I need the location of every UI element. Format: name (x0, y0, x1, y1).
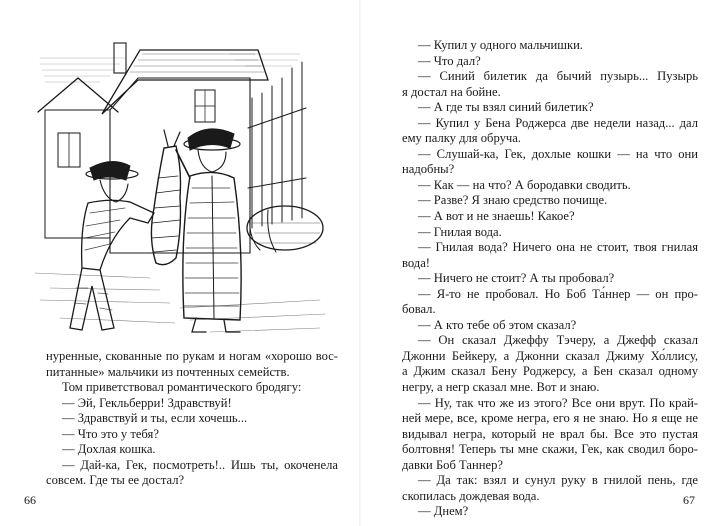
left-page-text (46, 349, 338, 489)
right-line-19: — А кто тебе об этом сказал? (418, 317, 577, 332)
left-line-6: — Что это у тебя? (62, 426, 159, 441)
right-line-24: — Ну, так что же из этого? Все они врут. По край- (418, 395, 698, 410)
right-line-11: — Разве? Я знаю средство почище. (418, 193, 608, 208)
right-line-23: негру, а негр сказал мне. Вот и знаю. (402, 380, 600, 395)
right-line-28: давки Боб Таннер? (402, 457, 503, 472)
right-line-7: ему палку для обруча. (402, 131, 521, 146)
illustration-boys-with-cat (30, 38, 335, 343)
right-line-1: — Купил у одного мальчишки. (418, 38, 583, 52)
right-line-27: болтовня! Теперь ты мне скажи, Гек, как сводил боро- (402, 442, 698, 457)
right-line-26: видывал негра, который не врал бы. Все это пустая (402, 426, 698, 441)
left-line-5: — Здравствуй и ты, если хочешь... (62, 411, 248, 426)
right-line-12: — А вот и не знаешь! Какое? (418, 209, 575, 224)
right-line-6: — Купил у Бена Роджерса две недели назад... дал (418, 115, 698, 130)
book-gutter (359, 0, 361, 526)
right-line-14: — Гнилая вода? Ничего она не стоит, твоя гнилая (418, 240, 698, 255)
right-line-8: — Слушай-ка, Гек, дохлые кошки — на что они (418, 146, 698, 161)
left-line-2: питанные» мальчики из почтенных семейств. (46, 364, 290, 379)
right-line-15: вода! (402, 255, 430, 270)
left-line-8: — Дай-ка, Гек, посмотреть!.. Ишь ты, окоченела (62, 457, 338, 472)
left-line-9: совсем. Где ты ее достал? (46, 473, 185, 488)
right-line-9: надобны? (402, 162, 455, 177)
page-number-right: 67 (683, 493, 695, 507)
page-number-left: 66 (24, 493, 36, 507)
left-line-4: — Эй, Гекльберри! Здравствуй! (62, 395, 232, 410)
right-line-16: — Ничего не стоит? А ты пробовал? (418, 271, 615, 286)
right-line-4: я достал на бойне. (402, 84, 501, 99)
right-line-2: — Что дал? (418, 53, 481, 68)
right-line-29: — Да так: взял и сунул руку в гнилой пень, где (418, 473, 698, 488)
left-line-1: нуренные, скованные по рукам и ногам «хорошо вос- (46, 349, 338, 363)
right-line-18: бовал. (402, 302, 436, 317)
left-line-7: — Дохлая кошка. (62, 442, 156, 457)
right-line-17: — Я-то не пробовал. Но Боб Та́ннер — он про- (418, 286, 698, 301)
left-line-3: Том приветствовал романтического бродягу: (62, 380, 302, 395)
right-line-25: ней мере, все, кроме негра, его я не знаю. Но я еще не (402, 411, 698, 426)
right-line-30: скопилась дождевая вода. (402, 488, 540, 503)
right-line-10: — Как — на что? А бородавки сводить. (418, 177, 631, 192)
right-line-5: — А где ты взял синий билетик? (418, 100, 594, 115)
right-line-31: — Днем? (418, 504, 469, 519)
right-page-text (402, 38, 698, 520)
right-line-22: а Джим сказал Бену Роджерсу, а Бен сказал одному (402, 364, 698, 379)
right-line-20: — Он сказал Джеффу Тэчеру, а Джефф сказал (418, 333, 698, 348)
right-line-3: — Синий билетик да бычий пузырь... Пузырь (418, 69, 698, 84)
right-line-13: — Гнилая вода. (418, 224, 502, 239)
right-line-21: Джонни Бейкеру, а Джонни сказал Джиму Хо́ллису, (402, 348, 698, 363)
